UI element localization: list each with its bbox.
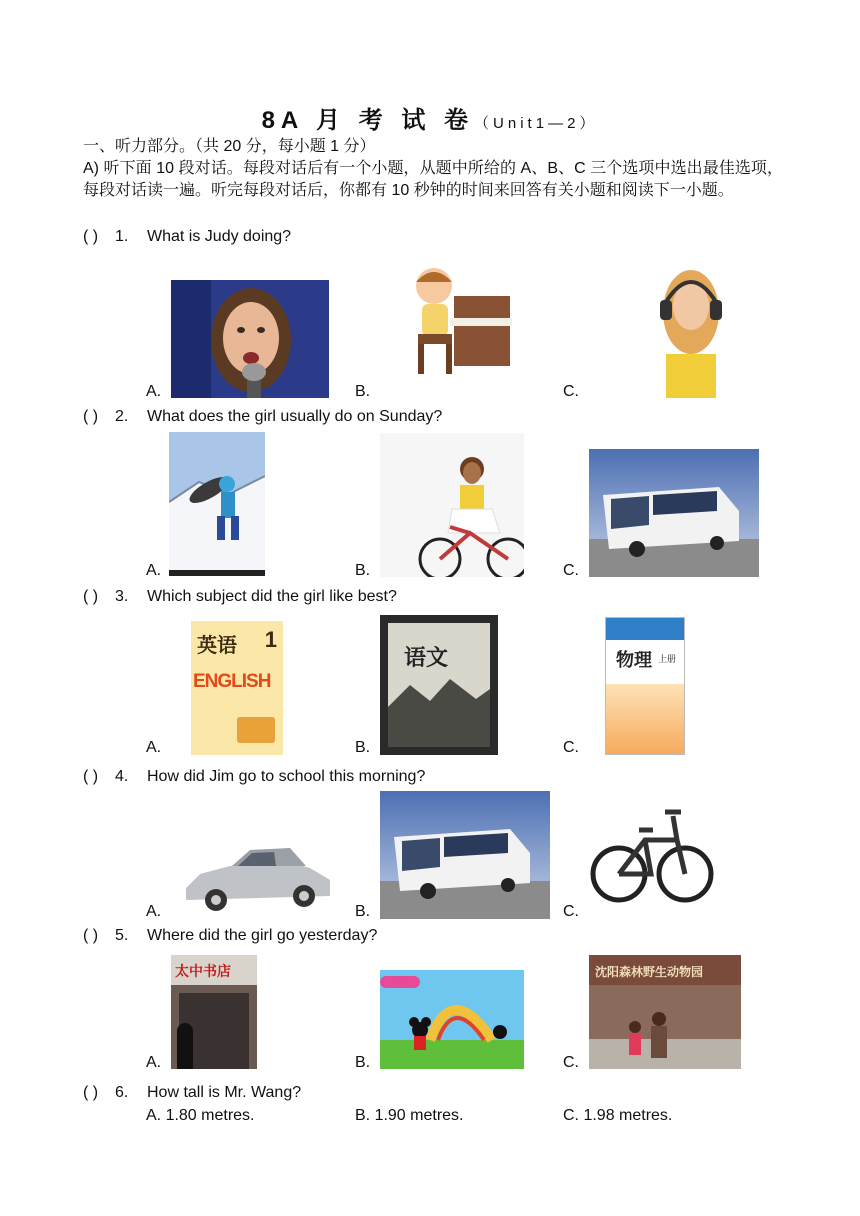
question-number: 5. <box>115 927 129 944</box>
option-b-label: B. <box>355 562 371 579</box>
question-3 <box>83 588 397 606</box>
question-text: How tall is Mr. Wang? <box>147 1084 302 1101</box>
answer-blank[interactable]: ( ) <box>83 927 99 944</box>
option-b-answer[interactable]: B. 1.90 metres. <box>355 1107 464 1124</box>
question-text: What is Judy doing? <box>147 228 292 245</box>
singing-girl-image <box>171 280 329 398</box>
person-figure <box>177 1023 193 1069</box>
option-b-label: B. <box>355 383 371 400</box>
option-b-label: B. <box>355 1054 371 1071</box>
option-c-label: C. <box>563 1054 579 1071</box>
option-c-label: C. <box>563 903 579 920</box>
title-sub: （Unit1—2） <box>474 115 599 132</box>
page-title <box>0 100 860 135</box>
answer-blank[interactable]: ( ) <box>83 228 99 245</box>
bus-image <box>589 449 759 577</box>
option-b-label: B. <box>355 903 371 920</box>
question-6 <box>83 1084 302 1102</box>
question-text: How did Jim go to school this morning? <box>147 768 426 785</box>
option-c-label: C. <box>563 562 579 579</box>
cycling-girl-image <box>380 433 524 577</box>
answer-blank[interactable]: ( ) <box>83 588 99 605</box>
question-number: 1. <box>115 228 129 245</box>
physics-book-image <box>605 617 685 755</box>
english-book-word: ENGLISH <box>193 671 271 692</box>
answer-blank[interactable]: ( ) <box>83 1084 99 1101</box>
headphones-girl-image <box>656 262 726 398</box>
physics-book-title: 物理 <box>616 650 652 671</box>
snowboarding-girl-image <box>169 432 265 576</box>
option-c-answer[interactable]: C. 1.98 metres. <box>563 1107 673 1124</box>
question-number: 6. <box>115 1084 129 1101</box>
disneyland-image <box>380 970 524 1069</box>
option-a-label: A. <box>146 562 162 579</box>
question-text: What does the girl usually do on Sunday? <box>147 408 443 425</box>
question-text: Which subject did the girl like best? <box>147 588 397 605</box>
instructions: A) 听下面 10 段对话。每段对话后有一个小题，从题中所给的 A、B、C 三个选项中选出最佳选项，每段对话读一遍。听完每段对话后，你都有 10 秒钟的时间来回答有关小题和阅读下一小题。 <box>83 160 783 199</box>
english-book-title: 英语 <box>197 633 237 657</box>
bicycle-image <box>589 790 715 918</box>
question-number: 2. <box>115 408 129 425</box>
question-4 <box>83 768 426 786</box>
question-number: 4. <box>115 768 129 785</box>
question-2 <box>83 408 443 426</box>
piano-boy-image <box>404 264 514 380</box>
option-a-label: A. <box>146 383 162 400</box>
bookstore-image <box>171 955 257 1069</box>
store-sign <box>171 955 257 985</box>
bus-image <box>380 791 550 919</box>
section-heading: 一、听力部分。（共 20 分，每小题 1 分） <box>83 138 376 155</box>
english-book-number: 1 <box>264 627 277 652</box>
chinese-book-title: 语文 <box>404 645 449 671</box>
book-banner <box>606 618 685 640</box>
option-c-label: C. <box>563 739 579 756</box>
question-text: Where did the girl go yesterday? <box>147 927 378 944</box>
option-a-label: A. <box>146 739 162 756</box>
question-number: 3. <box>115 588 129 605</box>
chinese-book-image <box>380 615 498 755</box>
question-5 <box>83 927 378 945</box>
book-graphic <box>606 684 685 755</box>
radio-icon <box>237 717 275 743</box>
option-a-answer[interactable]: A. 1.80 metres. <box>146 1107 255 1124</box>
question-1 <box>83 228 292 246</box>
option-a-label: A. <box>146 903 162 920</box>
english-book-image <box>191 621 283 755</box>
title-main: 8A 月 考 试 卷 <box>261 107 475 134</box>
physics-book-sub: 上册 <box>658 654 677 664</box>
zoo-sign-text: 沈阳森林野生动物园 <box>595 965 704 979</box>
answer-blank[interactable]: ( ) <box>83 408 99 425</box>
zoo-image <box>589 955 741 1069</box>
option-a-label: A. <box>146 1054 162 1071</box>
answer-blank[interactable]: ( ) <box>83 768 99 785</box>
option-b-label: B. <box>355 739 371 756</box>
car-image <box>180 836 336 918</box>
option-c-label: C. <box>563 383 579 400</box>
store-sign-text: 太中书店 <box>175 964 231 980</box>
